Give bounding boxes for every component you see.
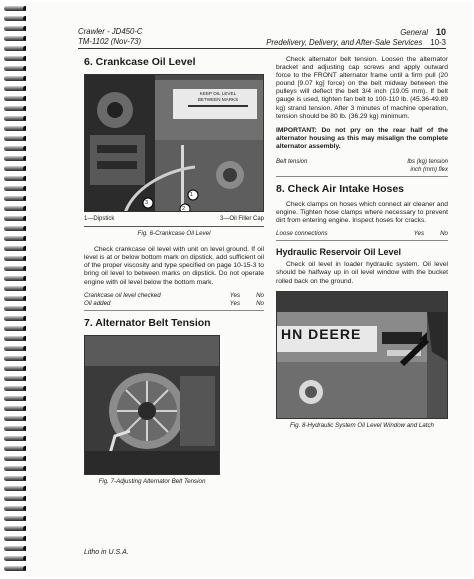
right-column	[276, 56, 448, 438]
section-number: 10	[435, 27, 446, 37]
binding-ring	[4, 96, 26, 101]
binding-ring	[4, 126, 26, 131]
binding-ring	[4, 366, 26, 371]
binding-ring	[4, 516, 26, 521]
binding-ring	[4, 6, 26, 11]
fig6-caption: Fig. 6-Crankcase Oil Level	[137, 230, 211, 238]
binding-ring	[4, 196, 26, 201]
binding-ring	[4, 416, 26, 421]
binding-ring	[4, 526, 26, 531]
binding-ring	[4, 106, 26, 111]
binding-ring	[4, 446, 26, 451]
binding-ring	[4, 306, 26, 311]
alternator-photo	[84, 335, 220, 475]
binding-ring	[4, 256, 26, 261]
binding-ring	[4, 16, 26, 21]
binding-ring	[4, 336, 26, 341]
binding-ring	[4, 236, 26, 241]
binding-ring	[4, 346, 26, 351]
belt-tension-row: Belt tension lbs (kg) tension inch (mm) flex	[276, 159, 448, 173]
binding-ring	[4, 556, 26, 561]
callout-1: 1	[190, 192, 194, 198]
binding-ring	[4, 356, 26, 361]
binding-ring	[4, 266, 26, 271]
binding-ring	[4, 326, 26, 331]
binding-ring	[4, 536, 26, 541]
binding-ring	[4, 116, 26, 121]
binding-ring	[4, 496, 26, 501]
binding-ring	[4, 206, 26, 211]
check-loose-connections: Loose connections Yes No	[276, 230, 448, 238]
section-subtitle: Predelivery, Delivery, and After-Sale Services	[266, 38, 423, 47]
binding-ring	[4, 286, 26, 291]
binding-ring	[4, 86, 26, 91]
check-crankcase: Crankcase oil level checked Yes No	[84, 291, 264, 299]
crankcase-heading: 6. Crankcase Oil Level	[84, 56, 196, 68]
alternator-heading: 7. Alternator Belt Tension	[84, 316, 211, 329]
header-divider	[78, 48, 446, 49]
left-column	[84, 56, 264, 494]
hydraulic-photo	[276, 291, 448, 419]
air-intake-body: Check clamps on hoses which connect air cleaner and engine. Tighten hose clamps where necessary to prevent dirt from entering engine. Inspect hoses for cracks.	[276, 201, 448, 225]
binding-ring	[4, 136, 26, 141]
binding-ring	[4, 166, 26, 171]
callout-3: 3	[145, 200, 149, 206]
footer-litho: Litho in U.S.A.	[84, 549, 129, 556]
fig7-caption: Fig. 7-Adjusting Alternator Belt Tension	[98, 477, 206, 485]
important-note: IMPORTANT: Do not pry on the rear half of the alternator housing as this may misalign the complete alternator assembly.	[276, 126, 448, 150]
binding-ring	[4, 426, 26, 431]
binding-ring	[4, 506, 26, 511]
binding-ring	[4, 436, 26, 441]
crankcase-photo	[84, 74, 264, 212]
binding-ring	[4, 456, 26, 461]
header-left	[78, 27, 143, 47]
fig6-legend: 1—Dipstick 3—Oil Filler Cap	[84, 216, 264, 222]
binding-ring	[4, 466, 26, 471]
binding-ring	[4, 566, 26, 571]
section-title: General	[400, 28, 428, 37]
binding-ring	[4, 476, 26, 481]
binding-ring	[4, 376, 26, 381]
binding-ring	[4, 176, 26, 181]
binding-ring	[4, 56, 26, 61]
deere-logo-text: HN DEERE	[281, 325, 362, 342]
binding-ring	[4, 396, 26, 401]
binding-ring	[4, 226, 26, 231]
binding-ring	[4, 386, 26, 391]
binding-ring	[4, 406, 26, 411]
air-intake-heading: 8. Check Air Intake Hoses	[276, 183, 404, 196]
header-right	[266, 27, 446, 48]
binding-ring	[4, 186, 26, 191]
manual-number: TM-1102 (Nov-73)	[78, 37, 142, 46]
check-oil-added: Oil added Yes No	[84, 299, 264, 307]
binding-ring	[4, 246, 26, 251]
model-title: Crawler - JD450-C	[78, 27, 143, 36]
loader-illustration	[277, 292, 448, 419]
binding-ring	[4, 26, 26, 31]
hydraulic-body: Check oil level in loader hydraulic system. Oil level should be halfway up in oil level window with the bucket rolled back on the ground.	[276, 261, 448, 285]
binding-ring	[4, 156, 26, 161]
page-number: 10-3	[430, 38, 446, 47]
dipstick-label: KEEP OIL LEVEL BETWEEN MARKS	[181, 91, 255, 107]
binding-ring	[4, 276, 26, 281]
binding-ring	[4, 486, 26, 491]
callout-2: 2	[182, 206, 186, 212]
binding-ring	[4, 66, 26, 71]
fig8-caption: Fig. 8-Hydraulic System Oil Level Window and Latch	[289, 421, 435, 429]
hydraulic-heading: Hydraulic Reservoir Oil Level	[276, 247, 402, 258]
crankcase-body: Check crankcase oil level with unit on level ground. If oil level is at or below bottom mark on dipstick, add sufficient oil of the proper viscosity and type specified on page 10-15-3 to bring oil level to between marks on dipstick. Do not operate engine with oil level below the bottom mark.	[84, 246, 264, 286]
alternator-body: Check alternator belt tension. Loosen the alternator bracket and adjusting cap screws and apply outward force to the FRONT alternator frame until a firm pull (20 pound [9.07 kg] force) on the belt midway between the pulleys will deflect the belt 3/4 inch (19.05 mm). If belt gauge is used, tighten fan belt to 100-110 lb. (45.36-49.89 kg) strand tension. After 3 minutes of machine operation, tension should be 80 lb. (36.29 kg) minimum.	[276, 56, 448, 120]
binding-ring	[4, 76, 26, 81]
alternator-illustration	[85, 336, 220, 475]
binding-ring	[4, 46, 26, 51]
binding-ring	[4, 36, 26, 41]
binding-ring	[4, 546, 26, 551]
binding-ring	[4, 296, 26, 301]
binding-ring	[4, 216, 26, 221]
binding-ring	[4, 316, 26, 321]
binding-ring	[4, 146, 26, 151]
